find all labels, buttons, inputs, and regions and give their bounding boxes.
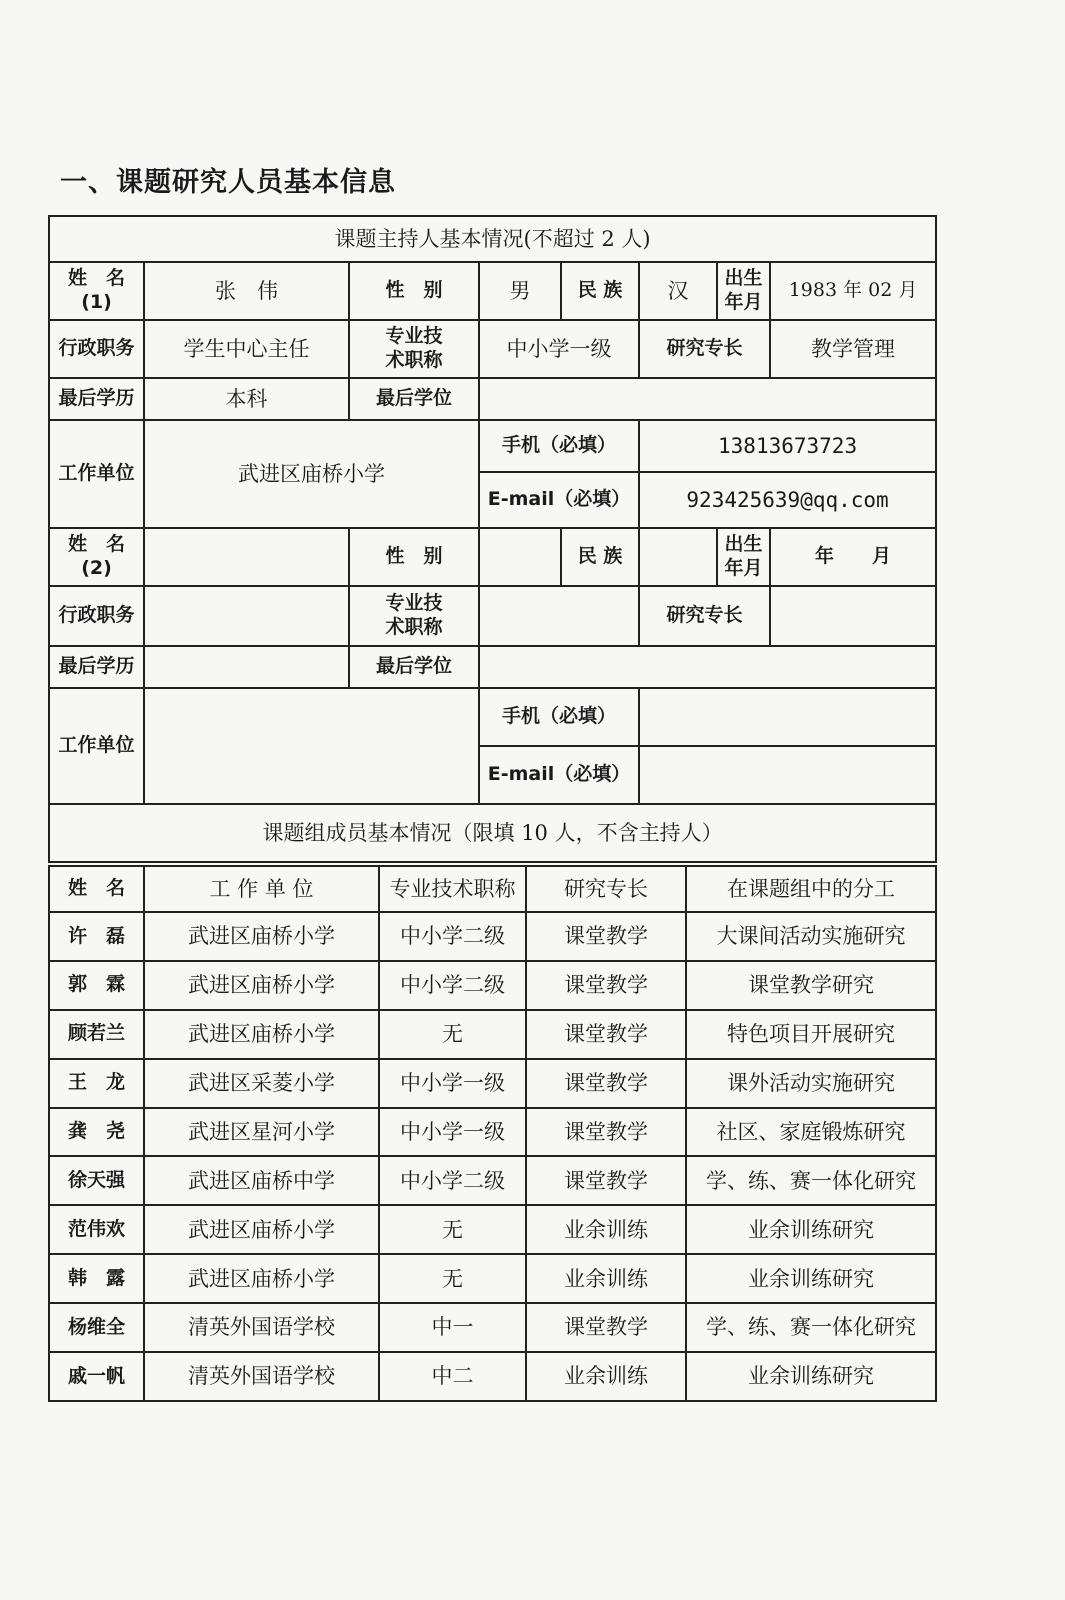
label-employer-2: 工作单位 — [49, 688, 144, 804]
member-row — [49, 1156, 936, 1205]
member-name[interactable]: 范伟欢 — [49, 1205, 144, 1254]
member-row — [49, 912, 936, 961]
host2-employer[interactable] — [144, 688, 479, 804]
label-ethnicity-2: 民 族 — [561, 528, 639, 586]
member-row — [49, 1205, 936, 1254]
host2-research[interactable] — [770, 586, 936, 646]
member-name[interactable]: 顾若兰 — [49, 1010, 144, 1059]
member-employer[interactable]: 武进区庙桥中学 — [144, 1156, 379, 1205]
member-row — [49, 961, 936, 1010]
host1-education[interactable]: 本科 — [144, 378, 349, 420]
column-header: 研究专长 — [526, 866, 686, 912]
researcher-info-table — [48, 215, 937, 863]
member-title[interactable]: 中小学二级 — [379, 1156, 526, 1205]
member-title[interactable]: 中小学二级 — [379, 912, 526, 961]
member-research[interactable]: 课堂教学 — [526, 912, 686, 961]
members-section-header: 课题组成员基本情况（限填 10 人，不含主持人） — [49, 804, 936, 862]
column-header: 在课题组中的分工 — [686, 866, 936, 912]
host1-admin-position[interactable]: 学生中心主任 — [144, 320, 349, 378]
member-row — [49, 1254, 936, 1303]
host1-phone[interactable]: 13813673723 — [639, 420, 936, 472]
member-research[interactable]: 业余训练 — [526, 1205, 686, 1254]
label-research-1: 研究专长 — [639, 320, 770, 378]
member-research[interactable]: 课堂教学 — [526, 1108, 686, 1157]
member-title[interactable]: 中二 — [379, 1352, 526, 1401]
member-row — [49, 1059, 936, 1108]
member-name[interactable]: 杨维全 — [49, 1303, 144, 1352]
label-education-1: 最后学历 — [49, 378, 144, 420]
member-employer[interactable]: 清英外国语学校 — [144, 1352, 379, 1401]
host2-admin-position[interactable] — [144, 586, 349, 646]
column-header: 工 作 单 位 — [144, 866, 379, 912]
label-birth-1: 出生 年月 — [717, 262, 770, 320]
label-employer-1: 工作单位 — [49, 420, 144, 528]
member-name[interactable]: 韩 露 — [49, 1254, 144, 1303]
label-education-2: 最后学历 — [49, 646, 144, 688]
host2-gender[interactable] — [479, 528, 561, 586]
member-title[interactable]: 中小学二级 — [379, 961, 526, 1010]
member-role[interactable]: 社区、家庭锻炼研究 — [686, 1108, 936, 1157]
host2-birth[interactable]: 年 月 — [770, 528, 936, 586]
label-degree-2: 最后学位 — [349, 646, 479, 688]
member-employer[interactable]: 武进区庙桥小学 — [144, 1254, 379, 1303]
member-title[interactable]: 中小学一级 — [379, 1059, 526, 1108]
member-title[interactable]: 中小学一级 — [379, 1108, 526, 1157]
host1-employer[interactable]: 武进区庙桥小学 — [144, 420, 479, 528]
label-phone-1: 手机（必填） — [479, 420, 639, 472]
label-gender-1: 性 别 — [349, 262, 479, 320]
label-research-2: 研究专长 — [639, 586, 770, 646]
member-name[interactable]: 戚一帆 — [49, 1352, 144, 1401]
label-phone-2: 手机（必填） — [479, 688, 639, 746]
host1-name[interactable]: 张 伟 — [144, 262, 349, 320]
member-row — [49, 1303, 936, 1352]
members-header-row — [49, 866, 936, 912]
label-email-2: E-mail（必填） — [479, 746, 639, 804]
host2-title[interactable] — [479, 586, 639, 646]
member-research[interactable]: 课堂教学 — [526, 1059, 686, 1108]
member-role[interactable]: 学、练、赛一体化研究 — [686, 1303, 936, 1352]
member-employer[interactable]: 武进区星河小学 — [144, 1108, 379, 1157]
member-research[interactable]: 课堂教学 — [526, 1010, 686, 1059]
member-role[interactable]: 业余训练研究 — [686, 1352, 936, 1401]
member-row — [49, 1010, 936, 1059]
member-title[interactable]: 无 — [379, 1205, 526, 1254]
section-title: 一、课题研究人员基本信息 — [60, 167, 396, 198]
member-employer[interactable]: 武进区庙桥小学 — [144, 1205, 379, 1254]
label-email-1: E-mail（必填） — [479, 472, 639, 528]
member-role[interactable]: 业余训练研究 — [686, 1254, 936, 1303]
host2-ethnicity[interactable] — [639, 528, 717, 586]
member-employer[interactable]: 武进区庙桥小学 — [144, 912, 379, 961]
member-role[interactable]: 课堂教学研究 — [686, 961, 936, 1010]
member-research[interactable]: 业余训练 — [526, 1352, 686, 1401]
host2-degree[interactable] — [479, 646, 936, 688]
member-role[interactable]: 课外活动实施研究 — [686, 1059, 936, 1108]
label-admin-position-2: 行政职务 — [49, 586, 144, 646]
member-name[interactable]: 龚 尧 — [49, 1108, 144, 1157]
member-role[interactable]: 学、练、赛一体化研究 — [686, 1156, 936, 1205]
member-employer[interactable]: 清英外国语学校 — [144, 1303, 379, 1352]
member-role[interactable]: 大课间活动实施研究 — [686, 912, 936, 961]
member-employer[interactable]: 武进区庙桥小学 — [144, 1010, 379, 1059]
member-research[interactable]: 课堂教学 — [526, 1156, 686, 1205]
host2-name[interactable] — [144, 528, 349, 586]
host-section-header: 课题主持人基本情况(不超过 2 人) — [49, 216, 936, 262]
label-gender-2: 性 别 — [349, 528, 479, 586]
member-row — [49, 1352, 936, 1401]
host1-email[interactable]: 923425639@qq.com — [639, 472, 936, 528]
label-ethnicity-1: 民 族 — [561, 262, 639, 320]
member-name[interactable]: 徐天强 — [49, 1156, 144, 1205]
member-title[interactable]: 无 — [379, 1254, 526, 1303]
member-research[interactable]: 课堂教学 — [526, 961, 686, 1010]
member-row — [49, 1108, 936, 1157]
host1-gender[interactable]: 男 — [479, 262, 561, 320]
member-name[interactable]: 王 龙 — [49, 1059, 144, 1108]
host1-birth[interactable]: 1983 年 02 月 — [770, 262, 936, 320]
member-role[interactable]: 业余训练研究 — [686, 1205, 936, 1254]
label-admin-position-1: 行政职务 — [49, 320, 144, 378]
label-title-1: 专业技 术职称 — [349, 320, 479, 378]
member-title[interactable]: 中一 — [379, 1303, 526, 1352]
host2-email[interactable] — [639, 746, 936, 804]
member-title[interactable]: 无 — [379, 1010, 526, 1059]
host1-degree[interactable] — [479, 378, 936, 420]
member-employer[interactable]: 武进区采菱小学 — [144, 1059, 379, 1108]
host1-title[interactable]: 中小学一级 — [479, 320, 639, 378]
host1-research[interactable]: 教学管理 — [770, 320, 936, 378]
label-birth-2: 出生 年月 — [717, 528, 770, 586]
column-header: 姓 名 — [49, 866, 144, 912]
member-research[interactable]: 课堂教学 — [526, 1303, 686, 1352]
member-role[interactable]: 特色项目开展研究 — [686, 1010, 936, 1059]
member-research[interactable]: 业余训练 — [526, 1254, 686, 1303]
host2-education[interactable] — [144, 646, 349, 688]
label-degree-1: 最后学位 — [349, 378, 479, 420]
members-table — [48, 865, 937, 1402]
member-name[interactable]: 郭 霖 — [49, 961, 144, 1010]
label-name-2: 姓 名 (2) — [49, 528, 144, 586]
host1-ethnicity[interactable]: 汉 — [639, 262, 717, 320]
label-title-2: 专业技 术职称 — [349, 586, 479, 646]
column-header: 专业技术职称 — [379, 866, 526, 912]
host2-phone[interactable] — [639, 688, 936, 746]
member-employer[interactable]: 武进区庙桥小学 — [144, 961, 379, 1010]
member-name[interactable]: 许 磊 — [49, 912, 144, 961]
label-name-1: 姓 名 (1) — [49, 262, 144, 320]
